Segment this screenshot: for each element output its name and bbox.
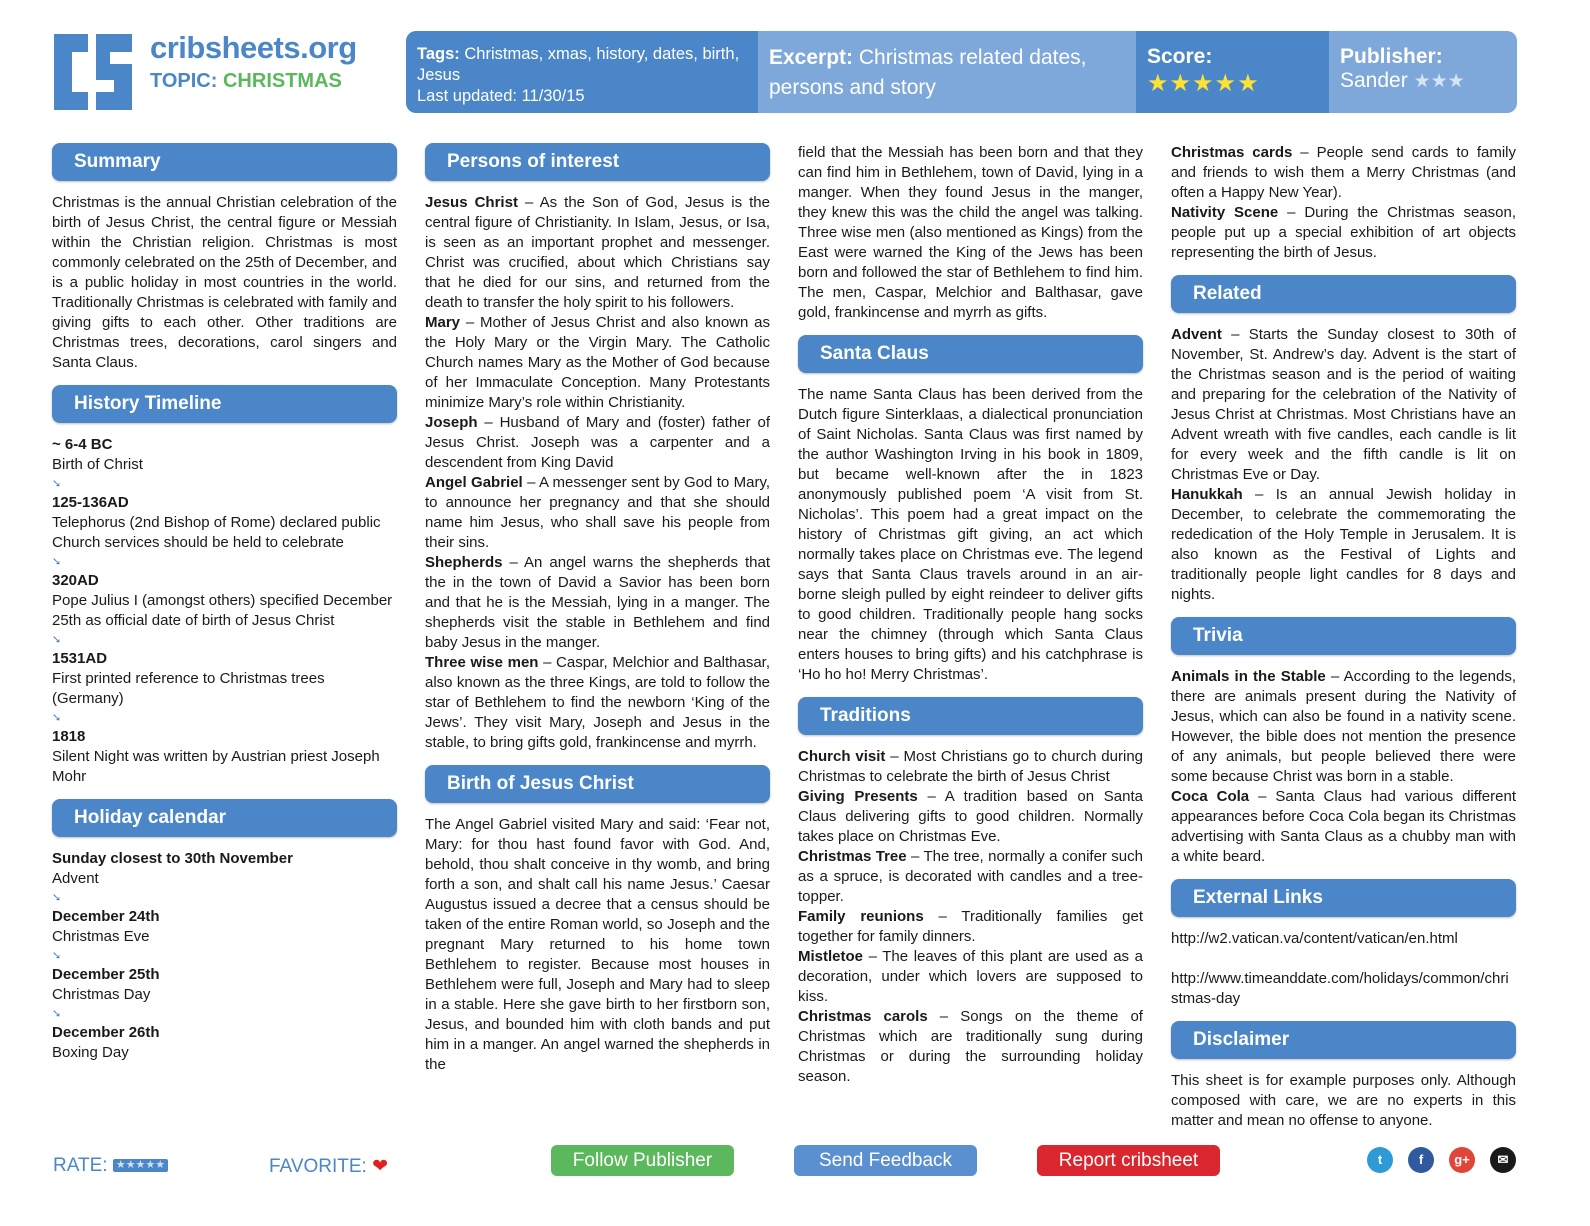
- traditions-list-continued: [1171, 143, 1516, 263]
- persons-list: [425, 193, 770, 753]
- item-text: Telephorus (2nd Bishop of Rome) declared public Church services should be held to celebrate: [52, 514, 381, 551]
- trivia-heading: Trivia: [1171, 617, 1516, 655]
- santa-heading: Santa Claus: [798, 335, 1143, 373]
- timeline-item: [52, 571, 397, 631]
- item-text: Birth of Christ: [52, 456, 143, 473]
- term-entry: [798, 947, 1143, 1007]
- item-date: 125-136AD: [52, 494, 129, 511]
- timeline-item: [52, 1023, 397, 1063]
- traditions-list: [798, 747, 1143, 1087]
- topic: TOPIC: CHRISTMAS: [150, 70, 342, 92]
- term-definition: – Traditionally families get together for family dinners.: [798, 908, 1143, 945]
- twitter-icon[interactable]: t: [1367, 1147, 1393, 1173]
- item-date: December 25th: [52, 966, 160, 983]
- follow-publisher-button[interactable]: Follow Publisher: [551, 1145, 734, 1176]
- timeline-item: [52, 649, 397, 709]
- term: Family reunions: [798, 908, 924, 925]
- term: Christmas cards: [1171, 144, 1293, 161]
- term-entry: [425, 313, 770, 413]
- item-text: Pope Julius I (amongst others) specified December 25th as official date of birth of Jesus Christ: [52, 592, 393, 629]
- rate-label: RATE:: [53, 1155, 108, 1176]
- email-icon[interactable]: ✉: [1490, 1147, 1516, 1173]
- topic-value: CHRISTMAS: [222, 70, 342, 92]
- term: Mistletoe: [798, 948, 864, 965]
- column-1: [52, 143, 397, 1075]
- arrow-icon: ➘: [52, 892, 62, 904]
- arrow-icon: ➘: [52, 1008, 62, 1020]
- item-text: Silent Night was written by Austrian priest Joseph Mohr: [52, 748, 380, 785]
- term: Coca Cola: [1171, 788, 1250, 805]
- term-definition: – Santa Claus had various different appearances before Coca Cola began its Christmas advertising with Santa Claus as a chubby man with a white beard.: [1171, 788, 1516, 865]
- term-definition: – A tradition based on Santa Claus delivering gifts to good children. Normally takes place on Christmas Eve.: [798, 788, 1143, 845]
- item-date: December 24th: [52, 908, 160, 925]
- arrow-icon: ➘: [52, 556, 62, 568]
- term-entry: [425, 473, 770, 553]
- excerpt-value: Christmas related dates, persons and story: [769, 46, 1087, 99]
- term-definition: – Starts the Sunday closest to 30th of November, St. Andrew’s day. Advent is the start of the Christmas season and is the period of waiting and preparing for the celebration of the Nativity of Jesus Christ at Christmas. Most Christians have an Advent wreath with five candles, each candle is lit for every week and the fifth candle is lit on Christmas Eve or Day.: [1171, 326, 1516, 483]
- related-heading: Related: [1171, 275, 1516, 313]
- term-entry: [798, 747, 1143, 787]
- related-list: [1171, 325, 1516, 605]
- item-text: Christmas Eve: [52, 928, 150, 945]
- term: Church visit: [798, 748, 886, 765]
- item-date: 1531AD: [52, 650, 108, 667]
- birth-text-2: field that the Messiah has been born and that they can find him in Bethlehem, town of David, lying in a manger. When they found Jesus in the manger, they knew this was the child the angel was talking. Three wise men (also mentioned as Kings) from the East were warned the King of the Jews has been born and followed the star of Bethlehem to find him. The men, Caspar, Melchior and Balthasar, gave gold, frankincense and myrrh as gifts.: [798, 144, 1143, 321]
- google-plus-icon[interactable]: g+: [1449, 1147, 1475, 1173]
- disclaimer-heading: Disclaimer: [1171, 1021, 1516, 1059]
- site-name[interactable]: cribsheets.org: [150, 30, 357, 65]
- term-definition: – As the Son of God, Jesus is the central figure of Christianity. In Islam, Jesus, or Isa, is seen as an important prophet and messenger. Christ was crucified, about which Christians say that he died for our sins, and returned from the death to transfer the holy spirit to his followers.: [425, 194, 770, 311]
- score-cell: [1136, 31, 1329, 113]
- term: Mary: [425, 314, 461, 331]
- term-definition: – Husband of Mary and (foster) father of Jesus Christ. Joseph was a carpenter and a descendent from King David: [425, 414, 770, 471]
- timeline-item: [52, 965, 397, 1005]
- item-date: 1818: [52, 728, 86, 745]
- column-2: [425, 143, 770, 1087]
- term-definition: – During the Christmas season, people put up a special exhibition of art objects representing the birth of Jesus.: [1171, 204, 1517, 261]
- item-text: Christmas Day: [52, 986, 151, 1003]
- heart-icon[interactable]: ❤: [372, 1156, 389, 1177]
- term-entry: [425, 193, 770, 313]
- term-entry: [1171, 787, 1516, 867]
- rate-control: [53, 1155, 168, 1185]
- persons-heading: Persons of interest: [425, 143, 770, 181]
- term-definition: – The tree, normally a conifer such as a spruce, is decorated with candles and a tree-topper.: [798, 848, 1143, 905]
- publisher-cell: [1329, 31, 1517, 113]
- item-date: ~ 6-4 BC: [52, 436, 113, 453]
- term-definition: – An angel warns the shepherds that the in the town of David a Savior has been born and that he is the Messiah, lying in a manger. The shepherds visit the stable in Bethlehem and find baby Jesus in the manger.: [425, 554, 770, 651]
- cribsheets-logo: [52, 30, 134, 114]
- column-4: [1171, 143, 1516, 1143]
- term-entry: [798, 907, 1143, 947]
- excerpt-cell: [758, 31, 1136, 113]
- term: Three wise men: [425, 654, 539, 671]
- calendar-list: [52, 849, 397, 1063]
- links-heading: External Links: [1171, 879, 1516, 917]
- term: Hanukkah: [1171, 486, 1243, 503]
- term-entry: [798, 1007, 1143, 1087]
- timeline-list: [52, 435, 397, 787]
- term-definition: – A messenger sent by God to Mary, to announce her pregnancy and that she should name him Jesus, who shall save his people from their sins.: [425, 474, 770, 551]
- timeline-item: [52, 907, 397, 947]
- term-entry: [798, 787, 1143, 847]
- term-definition: – Is an annual Jewish holiday in December, to celebrate the commemorating the rededication of the Holy Temple in Jerusalem. It is also known as the Festival of Lights and traditionally people light candles for 8 days and nights.: [1171, 486, 1516, 603]
- item-date: December 26th: [52, 1024, 160, 1041]
- publisher-label: Publisher:: [1340, 45, 1443, 68]
- header-bar: [406, 31, 1517, 113]
- term-definition: – The leaves of this plant are used as a decoration, under which lovers are supposed to kiss.: [798, 948, 1143, 1005]
- item-text: First printed reference to Christmas trees (Germany): [52, 670, 325, 707]
- calendar-heading: Holiday calendar: [52, 799, 397, 837]
- external-link-1[interactable]: http://w2.vatican.va/content/vatican/en.html: [1171, 930, 1458, 947]
- timeline-item: [52, 727, 397, 787]
- score-label: Score:: [1147, 45, 1213, 68]
- birth-text-1: The Angel Gabriel visited Mary and said: ‘Fear not, Mary: for thou hast found favor with God. And, behold, thou shalt conceive in thy womb, and bring forth a son, and shalt call his name Jesus.’ Caesar Augustus issued a decree that a census should be taken of the entire Roman world, so Joseph and the pregnant Mary returned to his home town Bethlehem to register. Because most houses in Bethlehem were full, Joseph and Mary had to sleep in a stable. Here she gave birth to her firstborn son, Jesus, and bounded him with cloth bands and put him in a manger. An angel warned the shepherds in the: [425, 816, 770, 1073]
- term: Christmas Tree: [798, 848, 907, 865]
- arrow-icon: ➘: [52, 950, 62, 962]
- term-entry: [798, 847, 1143, 907]
- report-cribsheet-button[interactable]: Report cribsheet: [1037, 1145, 1220, 1176]
- disclaimer-text: This sheet is for example purposes only. Although composed with care, we are no experts in this matter and mean no offense to anyone.: [1171, 1072, 1516, 1129]
- rate-stars[interactable]: ★★★★★: [113, 1159, 168, 1172]
- tags-label: Tags:: [417, 45, 460, 63]
- term-entry: [1171, 203, 1516, 263]
- last-updated: Last updated: 11/30/15: [417, 87, 585, 105]
- arrow-icon: ➘: [52, 712, 62, 724]
- term-entry: [1171, 485, 1516, 605]
- favorite-label: FAVORITE:: [269, 1156, 367, 1177]
- term: Giving Presents: [798, 788, 918, 805]
- publisher-stars: ★★★: [1413, 71, 1465, 92]
- term-definition: – Mother of Jesus Christ and also known as the Holy Mary or the Virgin Mary. The Catholic Church names Mary as the Mother of God because of her Immaculate Conception. Many Protestants minimize Mary’s role within Christianity.: [425, 314, 770, 411]
- term: Joseph: [425, 414, 478, 431]
- facebook-icon[interactable]: f: [1408, 1147, 1434, 1173]
- item-date: 320AD: [52, 572, 99, 589]
- external-link-2[interactable]: http://www.timeanddate.com/holidays/common/christmas-day: [1171, 970, 1509, 1007]
- term-entry: [1171, 143, 1516, 203]
- term-entry: [425, 413, 770, 473]
- column-3: [798, 143, 1143, 1099]
- term: Nativity Scene: [1171, 204, 1279, 221]
- arrow-icon: ➘: [52, 634, 62, 646]
- term: Christmas carols: [798, 1008, 928, 1025]
- term-entry: [425, 553, 770, 653]
- timeline-heading: History Timeline: [52, 385, 397, 423]
- item-text: Advent: [52, 870, 99, 887]
- term-entry: [1171, 667, 1516, 787]
- term-definition: – According to the legends, there are animals present during the Nativity of Jesus, which can also be found in a nativity scene. However, the bible does not mention the presence of any animals, but people believed there were some because Christ was born in a stable.: [1171, 668, 1516, 785]
- summary-heading: Summary: [52, 143, 397, 181]
- term-definition: – People send cards to family and friends to wish them a Merry Christmas (and often a Happy New Year).: [1171, 144, 1516, 201]
- send-feedback-button[interactable]: Send Feedback: [794, 1145, 977, 1176]
- arrow-icon: ➘: [52, 478, 62, 490]
- term: Shepherds: [425, 554, 503, 571]
- term-definition: – Songs on the theme of Christmas which are traditionally sung during Christmas or during the surrounding holiday season.: [798, 1008, 1143, 1085]
- item-text: Boxing Day: [52, 1044, 129, 1061]
- term-definition: – Most Christians go to church during Christmas to celebrate the birth of Jesus Christ: [798, 748, 1144, 785]
- excerpt-label: Excerpt:: [769, 46, 854, 69]
- traditions-heading: Traditions: [798, 697, 1143, 735]
- term: Jesus Christ: [425, 194, 518, 211]
- tags-cell: [406, 31, 758, 113]
- term: Advent: [1171, 326, 1222, 343]
- santa-text: The name Santa Claus has been derived from the Dutch figure Sinterklaas, a dialectical pronunciation of Saint Nicholas. Santa Claus was first named by the author Washington Irving in his book in 1809, but became well-known after the in 1823 anonymously published poem ‘A visit from St. Nicholas’. This poem had a great impact on the history of Christmas gift giving, an act which normally takes place on Christmas eve. The legend says that Santa Claus travels around in an air-borne sleigh pulled by eight reindeer to deliver gifts to good children. Traditionally people hang socks near the chimney (through which Santa Claus enters houses to bring gifts) and his catchphrase is ‘Ho ho ho! Merry Christmas’.: [798, 386, 1143, 683]
- trivia-list: [1171, 667, 1516, 867]
- publisher-name[interactable]: Sander: [1340, 69, 1408, 92]
- score-stars: ★★★★★: [1147, 70, 1260, 97]
- term-definition: – Caspar, Melchior and Balthasar, also known as the three Kings, are told to follow the star of Bethlehem to find the newborn ‘King of the Jews’. They visit Mary, Joseph and Jesus in the stable, to bring gifts gold, frankincense and myrrh.: [425, 654, 770, 751]
- timeline-item: [52, 849, 397, 889]
- timeline-item: [52, 493, 397, 553]
- term-entry: [1171, 325, 1516, 485]
- term: Angel Gabriel: [425, 474, 523, 491]
- favorite-control: [269, 1155, 388, 1185]
- term: Animals in the Stable: [1171, 668, 1326, 685]
- item-date: Sunday closest to 30th November: [52, 850, 293, 867]
- birth-heading: Birth of Jesus Christ: [425, 765, 770, 803]
- timeline-item: [52, 435, 397, 475]
- summary-text: Christmas is the annual Christian celebration of the birth of Jesus Christ, the central figure or Messiah within the Christian religion. Christmas is most commonly celebrated on the 25th of December, and is a public holiday in most countries in the world. Traditionally Christmas is celebrated with family and giving gifts to each other. Other traditions are Christmas trees, decorations, carol singers and Santa Claus.: [52, 194, 397, 371]
- term-entry: [425, 653, 770, 753]
- tags-value: Christmas, xmas, history, dates, birth, Jesus: [417, 45, 740, 84]
